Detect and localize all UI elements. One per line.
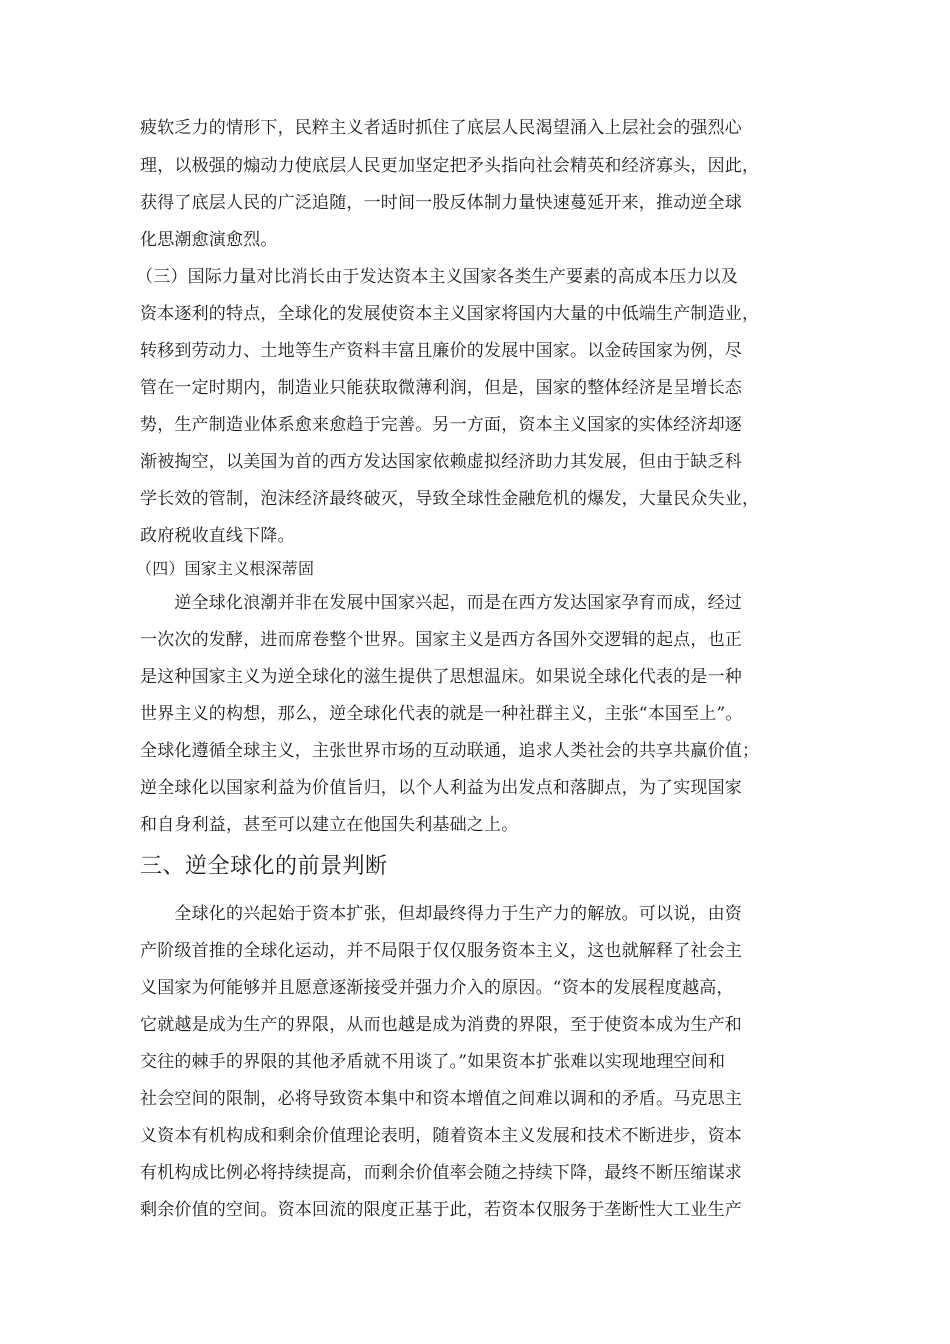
text-line: 和自身利益，甚至可以建立在他国失利基础之上。 (140, 815, 519, 835)
text-line: 疲软乏力的情形下，民粹主义者适时抓住了底层人民渴望涌入上层社会的强烈心 (140, 118, 742, 138)
text-line: 渐被掏空，以美国为首的西方发达国家依赖虚拟经济助力其发展，但由于缺乏科 (140, 452, 742, 472)
text-line: （三）国际力量对比消长由于发达资本主义国家各类生产要素的高成本压力以及 (136, 267, 738, 287)
text-line: 义国家为何能够并且愿意逐渐接受并强力介入的原因。“资本的发展程度越高， (140, 978, 734, 998)
text-line: 产阶级首推的全球化运动，并不局限于仅仅服务资本主义，这也就解释了社会主 (140, 941, 742, 961)
text-line: 逆全球化以国家利益为价值旨归，以个人利益为出发点和落脚点，为了实现国家 (140, 778, 742, 798)
text-line: 全球化的兴起始于资本扩张，但却最终得力于生产力的解放。可以说，由资 (140, 904, 742, 924)
text-line: 社会空间的限制，必将导致资本集中和资本增值之间难以调和的矛盾。马克思主 (140, 1089, 742, 1109)
text-line: 获得了底层人民的广泛追随，一时间一股反体制力量快速蔓延开来，推动逆全球 (140, 193, 742, 213)
text-line: 政府税收直线下降。 (140, 526, 295, 546)
text-line: 义资本有机构成和剩余价值理论表明，随着资本主义发展和技术不断进步，资本 (140, 1126, 742, 1146)
section-heading: 三、逆全球化的前景判断 (140, 854, 388, 879)
section-subheading: （四）国家主义根深蒂固 (136, 559, 315, 578)
text-line: 逆全球化浪潮并非在发展中国家兴起，而是在西方发达国家孕育而成，经过 (140, 593, 742, 613)
text-line: 理，以极强的煽动力使底层人民更加坚定把矛头指向社会精英和经济寡头，因此， (140, 156, 760, 176)
text-line: 转移到劳动力、土地等生产资料丰富且廉价的发展中国家。以金砖国家为例，尽 (140, 341, 742, 361)
text-line: 全球化遵循全球主义，主张世界市场的互动联通，追求人类社会的共享共赢价值； (140, 741, 760, 761)
text-line: 势，生产制造业体系愈来愈趋于完善。另一方面，资本主义国家的实体经济却逐 (140, 415, 742, 435)
text-line: 交往的棘手的界限的其他矛盾就不用谈了。”如果资本扩张难以实现地理空间和 (140, 1052, 726, 1072)
text-line: 一次次的发酵，进而席卷整个世界。国家主义是西方各国外交逻辑的起点，也正 (140, 630, 742, 650)
text-line: 剩余价值的空间。资本回流的限度正基于此，若资本仅服务于垄断性大工业生产 (140, 1200, 742, 1220)
text-line: 学长效的管制，泡沫经济最终破灭，导致全球性金融危机的爆发，大量民众失业， (140, 489, 760, 509)
text-line: 资本逐利的特点，全球化的发展使资本主义国家将国内大量的中低端生产制造业， (140, 304, 760, 324)
text-line: 有机构成比例必将持续提高，而剩余价值率会随之持续下降，最终不断压缩谋求 (140, 1163, 742, 1183)
text-line: 是这种国家主义为逆全球化的滋生提供了思想温床。如果说全球化代表的是一种 (140, 667, 742, 687)
text-line: 化思潮愈演愈烈。 (140, 230, 278, 250)
text-line: 世界主义的构想，那么，逆全球化代表的就是一种社群主义，主张“本国至上”。 (140, 704, 743, 724)
text-line: 它就越是成为生产的界限，从而也越是成为消费的界限，至于使资本成为生产和 (140, 1015, 742, 1035)
text-line: 管在一定时期内，制造业只能获取微薄利润，但是，国家的整体经济是呈增长态 (140, 378, 742, 398)
